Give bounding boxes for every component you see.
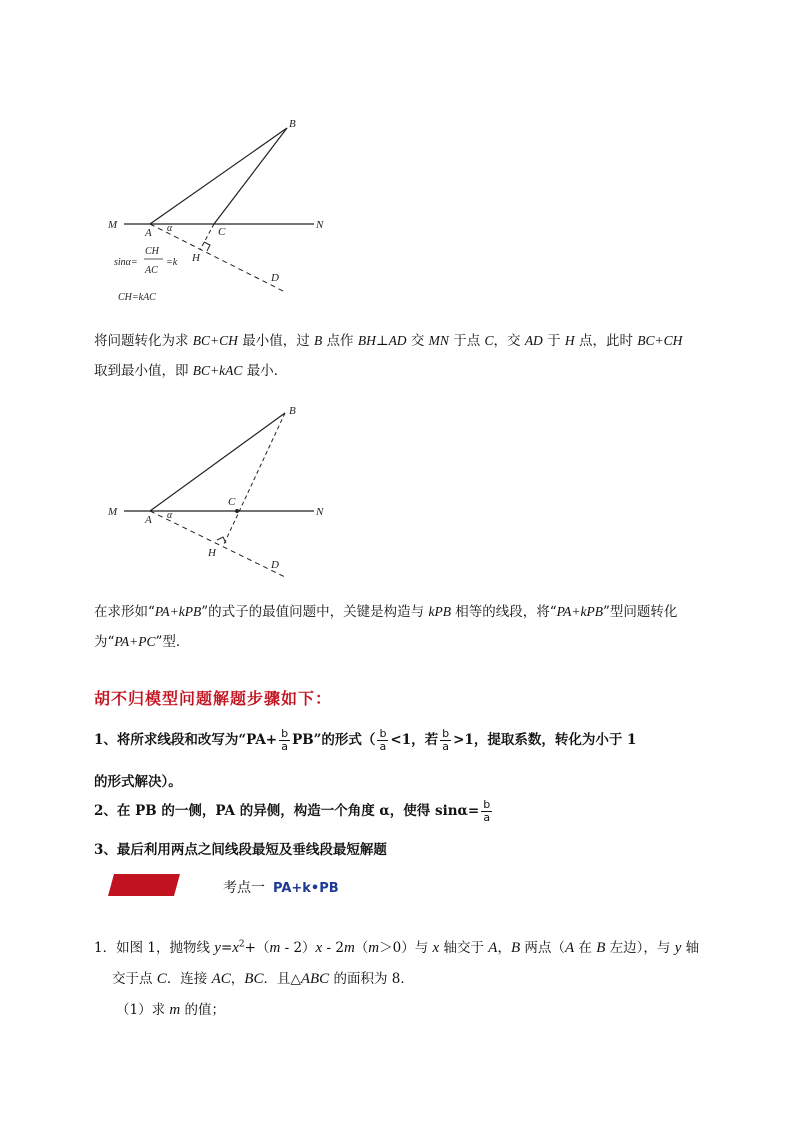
question-1-cont: 交于点 C．连接 AC，BC．且△ABC 的面积为 8． bbox=[112, 971, 414, 987]
paragraph-2: 在求形如“PA+kPB”的式子的最值问题中，关键是构造与 kPB 相等的线段，将“PA+kPB”型问题转化 bbox=[94, 604, 678, 620]
frac-suffix: =k bbox=[166, 257, 178, 268]
segment-bc bbox=[214, 128, 287, 224]
label-b: B bbox=[289, 118, 296, 130]
step-2: 2、在 PB 的一侧，PA 的异侧，构造一个角度 α，使得 sinα= $\frac{b}{a}$ bbox=[94, 798, 491, 824]
point-c bbox=[235, 509, 239, 513]
label-h: H bbox=[192, 252, 200, 264]
right-angle-mark bbox=[204, 242, 210, 251]
label-m: M bbox=[108, 506, 118, 518]
paragraph-1-cont: 取到最小值，即 BC+kAC 最小． bbox=[94, 363, 288, 379]
label-alpha: α bbox=[167, 223, 173, 234]
label-c: C bbox=[218, 226, 226, 238]
step-1-cont: 的形式解决）。 bbox=[94, 774, 182, 790]
kaodian-title: 考点一 PA+k•PB bbox=[223, 880, 339, 896]
frac-denominator: AC bbox=[145, 265, 158, 276]
figure-2 bbox=[0, 400, 794, 585]
label-a: A bbox=[145, 514, 152, 526]
paragraph-2-cont: 为“PA+PC”型． bbox=[94, 634, 190, 650]
label-n: N bbox=[316, 219, 324, 231]
section-heading: 胡不归模型问题解题步骤如下： bbox=[94, 689, 333, 708]
frac-numerator: CH bbox=[145, 246, 159, 257]
label-d: D bbox=[271, 272, 279, 284]
kaodian-banner-icon bbox=[108, 874, 180, 896]
segment-bh bbox=[224, 413, 285, 544]
fraction-b-over-a: $\frac{b}{a}$ bbox=[379, 727, 387, 753]
fraction-b-over-a: $\frac{b}{a}$ bbox=[483, 798, 491, 824]
ch-equation: CH=kAC bbox=[118, 292, 156, 303]
figure-1 bbox=[0, 110, 794, 310]
label-m: M bbox=[108, 219, 118, 231]
fraction-b-over-a: $\frac{b}{a}$ bbox=[442, 727, 450, 753]
label-d: D bbox=[271, 559, 279, 571]
label-alpha: α bbox=[167, 510, 173, 521]
label-a: A bbox=[145, 227, 152, 239]
label-h: H bbox=[208, 547, 216, 559]
segment-ab bbox=[150, 413, 285, 511]
paragraph-1: 将问题转化为求 BC+CH 最小值，过 B 点作 BH⊥AD 交 MN 于点 C，交 AD 于 H 点，此时 BC+CH bbox=[94, 333, 683, 349]
fraction-b-over-a: $\frac{b}{a}$ bbox=[281, 727, 289, 753]
question-1-part-1: （1）求 m 的值； bbox=[116, 1002, 226, 1018]
segment-ab bbox=[150, 128, 287, 224]
label-c: C bbox=[228, 496, 236, 508]
step-3: 3、最后利用两点之间线段最短及垂线段最短解题 bbox=[94, 842, 387, 858]
segment-ch bbox=[200, 224, 214, 250]
step-1: 1、将所求线段和改写为“PA+ $\frac{b}{a}$ PB”的形式（ $\frac{b}{a}$ <1，若 $\frac{b}{a}$ >1，提取系数，转化为小于 1 bbox=[94, 727, 637, 753]
sin-prefix: sinα= bbox=[114, 257, 138, 268]
kaodian-formula: PA+k•PB bbox=[273, 881, 339, 896]
label-n: N bbox=[316, 506, 324, 518]
label-b: B bbox=[289, 405, 296, 417]
question-1: 1．如图 1，抛物线 $y=x^2+(m - 2)x - 2m(m>0)$与 x 轴交于 A，B 两点（A 在 B 左边），与 y 轴 bbox=[94, 939, 700, 956]
